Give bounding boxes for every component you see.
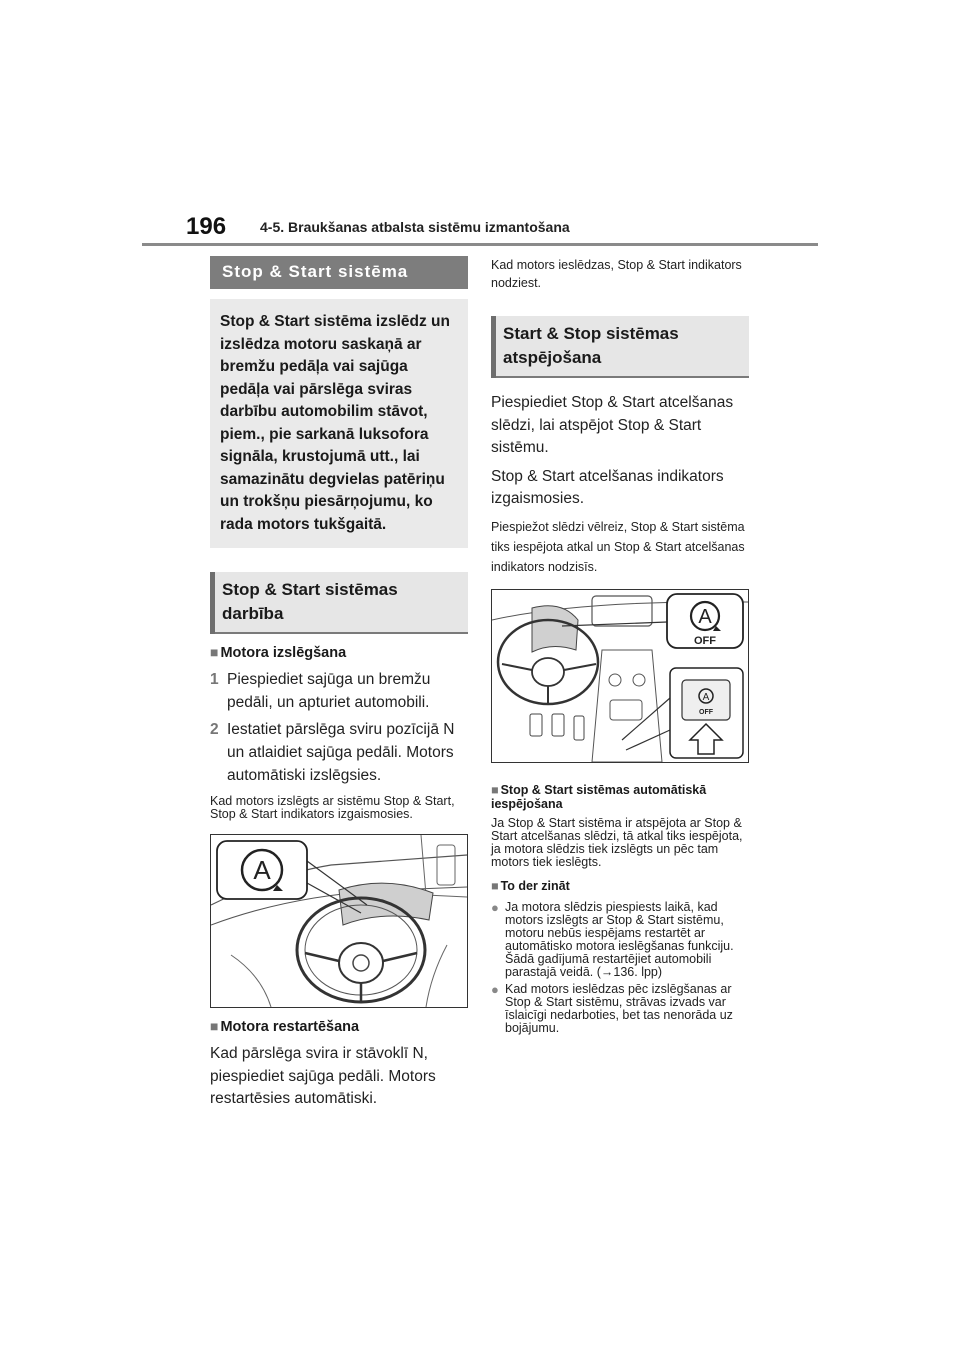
- section-title-operation: Stop & Start sistēmas darbība: [210, 572, 468, 634]
- indicator-a-icon: A: [253, 855, 271, 885]
- bullet-item-2: [491, 983, 749, 1035]
- bullet-text: Kad motors ieslēdzas pēc izslēgšanas ar Stop & Start sistēmu, strāvas izvads var īslaicīgi nedarboties, bet tas nenorāda uz bojājumu.: [505, 981, 733, 1035]
- header-rule: [142, 243, 818, 246]
- step-2: [210, 718, 468, 787]
- switch-off-label: OFF: [699, 708, 713, 716]
- square-bullet-icon: ■: [210, 1018, 219, 1034]
- subhead-engine-stop: ■ Motora izslēgšana: [210, 644, 347, 661]
- restart-text: Kad pārslēga svira ir stāvoklī N, piespiediet sajūga pedāli. Motors restartēsies automātiski.: [210, 1045, 436, 1107]
- indicator-a-off-icon: A: [698, 605, 712, 628]
- switch-a-icon: A: [702, 691, 710, 703]
- step-1: [210, 668, 468, 714]
- right-column: [491, 256, 749, 1035]
- bullet-text: Ja motora slēdzis piespiests laikā, kad motors izslēgts ar Stop & Start sistēmu, motoru nebūs iespējams restartēt ar automātisko motora ieslēgšanas funkciju. Šādā gadījumā restartējiet automobili parastajā veidā. (→136. lpp): [505, 899, 734, 979]
- dashboard-illustration: [211, 835, 467, 1007]
- step-number: 1: [210, 671, 219, 688]
- section-title-stop-start: Stop & Start sistēma: [210, 256, 468, 289]
- page-number: 196: [186, 213, 227, 240]
- note-indicator-on: Kad motors izslēgts ar sistēmu Stop & Start, Stop & Start indikators izgaismosies.: [210, 794, 455, 821]
- auto-enable-text: Ja Stop & Start sistēma ir atspējota ar Stop & Start atcelšanas slēdzi, tā atkal tiks iespējota, ja motora slēdzis tiek izslēgts un pēc tam motors tiek ieslēgts.: [491, 815, 743, 869]
- page-header: [0, 0, 960, 250]
- bullet-dot-icon: ●: [491, 899, 499, 915]
- square-bullet-icon: ■: [491, 878, 499, 893]
- step-text: Piespiediet sajūga un bremžu pedāli, un apturiet automobili.: [227, 671, 431, 711]
- subhead-auto-enable: ■ Stop & Start sistēmas automātiskā iespējošana: [491, 782, 707, 811]
- subhead-good-to-know: ■ To der zināt: [491, 878, 570, 893]
- square-bullet-icon: ■: [210, 644, 219, 660]
- note-indicator-off: Kad motors ieslēdzas, Stop & Start indikators nodziest.: [491, 258, 742, 290]
- section-title-disable: Start & Stop sistēmas atspējošana: [491, 316, 749, 378]
- step-text: Iestatiet pārslēga sviru pozīcijā N un atlaidiet sajūga pedāli. Motors automātiski izslēgsies.: [227, 721, 455, 784]
- figure-cancel-switch: [491, 589, 749, 763]
- disable-para-1: Piespiediet Stop & Start atcelšanas slēdzi, lai atspējot Stop & Start sistēmu.: [491, 394, 734, 456]
- intro-box: Stop & Start sistēma izslēdz un izslēdza motoru saskaņā ar bremžu pedāļa vai sajūga pedāļa vai pārslēga sviras darbību automobilim stāvot, piem., pie sarkanā luksofora signāla, krustojumā utt., lai samazinātu degvielas patēriņu un trokšņu piesārņojumu, ko rada motors tukšgaitā.: [210, 299, 468, 548]
- step-number: 2: [210, 721, 219, 738]
- cancel-switch-illustration: [492, 590, 748, 762]
- disable-para-3: Piespiežot slēdzi vēlreiz, Stop & Start sistēma tiks iespējota atkal un Stop & Start atcelšanas indikators nodzisīs.: [491, 519, 745, 574]
- left-column: [210, 256, 468, 1111]
- bullet-item-1: [491, 901, 749, 979]
- figure-dashboard-indicator: [210, 834, 468, 1008]
- chapter-title: 4-5. Braukšanas atbalsta sistēmu izmantošana: [260, 219, 570, 235]
- off-label: OFF: [694, 634, 716, 647]
- subhead-engine-restart: ■ Motora restartēšana: [210, 1018, 360, 1035]
- disable-para-2: Stop & Start atcelšanas indikators izgaismosies.: [491, 467, 724, 507]
- bullet-dot-icon: ●: [491, 981, 499, 997]
- square-bullet-icon: ■: [491, 782, 499, 797]
